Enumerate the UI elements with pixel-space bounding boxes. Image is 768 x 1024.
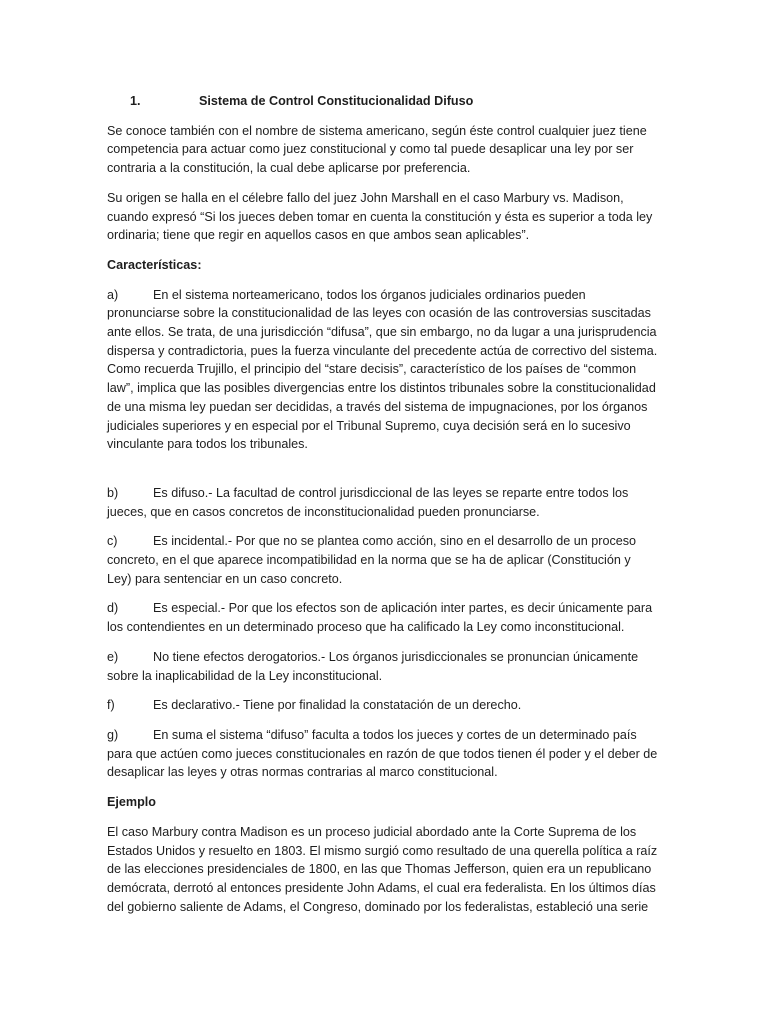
list-item-text: Es incidental.- Por que no se plantea como acción, sino en el desarrollo de un proceso concreto, en el que aparece incompatibilidad en la norma que se ha de aplicar (Constitución y Ley) para sentenciar en un caso concreto. — [107, 534, 637, 586]
list-item — [107, 599, 658, 636]
list-marker: d) — [107, 601, 119, 616]
list-item-text: No tiene efectos derogatorios.- Los órganos jurisdiccionales se pronuncian únicamente sobre la inaplicabilidad de la Ley inconstitucional. — [107, 649, 639, 683]
characteristics-heading: Características: — [107, 257, 202, 272]
list-item-text: Es especial.- Por que los efectos son de aplicación inter partes, es decir únicamente para los contendientes en un determinado proceso que ha calificado la Ley como inconstitucional. — [107, 601, 653, 635]
list-item-text: Es difuso.- La facultad de control jurisdiccional de las leyes se reparte entre todos los jueces, que en casos concretos de inconstitucionalidad pueden pronunciarse. — [107, 485, 629, 519]
list-item — [107, 532, 658, 588]
list-item — [107, 726, 658, 782]
intro-paragraph: Se conoce también con el nombre de sistema americano, según éste control cualquier juez tiene competencia para actuar como juez constitucional y como tal puede desaplicar una ley por ser contraria a la constitución, la cual debe aplicarse por preferencia. — [107, 123, 647, 176]
list-item — [107, 648, 658, 685]
list-item — [107, 484, 658, 521]
list-marker: c) — [107, 534, 118, 549]
section-title: Sistema de Control Constitucionalidad Difuso — [199, 94, 474, 108]
list-marker: f) — [107, 698, 115, 713]
list-item-text: En suma el sistema “difuso” faculta a todos los jueces y cortes de un determinado país para que actúen como jueces constitucionales en razón de que todos tienen él poder y el deber de desaplicar las leyes y otras normas contrarias al marco constitucional. — [107, 727, 658, 780]
list-item-text: En el sistema norteamericano, todos los órganos judiciales ordinarios pueden pronunciarse sobre la constitucionalidad de las leyes con ocasión de las controversias suscitadas ante ellos. Se trata, de una jurisdicción “difusa”, que sin embargo, no da lugar a una jurisprudencia dispersa y contradictoria, pues la fuerza vinculante del precedente actúa de correctivo del sistema. Como recuerda Trujillo, el principio del “stare decisis”, característico de los países de “common law”, implica que las posibles divergencias entre los distintos tribunales sobre la constitucionalidad de una misma ley puedan ser decididas, a través del sistema de impugnaciones, por los órganos judiciales superiores y en especial por el Tribunal Supremo, cuya decisión será en lo sucesivo vinculante para todos los tribunales. — [107, 287, 658, 452]
intro-paragraph: Su origen se halla en el célebre fallo del juez John Marshall en el caso Marbury vs. Madison, cuando expresó “Si los jueces deben tomar en cuenta la constitución y ésta es superior a toda ley ordinaria; tiene que regir en aquellos casos en que ambos sean aplicables”. — [107, 190, 653, 243]
list-item — [107, 286, 658, 454]
list-marker: a) — [107, 287, 119, 302]
section-heading — [107, 92, 658, 111]
example-heading: Ejemplo — [107, 795, 156, 810]
list-marker: e) — [107, 649, 119, 664]
example-paragraph: El caso Marbury contra Madison es un proceso judicial abordado ante la Corte Suprema de los Estados Unidos y resuelto en 1803. El mismo surgió como resultado de una querella política a raíz de las elecciones presidenciales de 1800, en las que Thomas Jefferson, quien era un republicano demócrata, derrotó al entonces presidente John Adams, el cual era federalista. En los últimos días del gobierno saliente de Adams, el Congreso, dominado por los federalistas, estableció una serie — [107, 824, 658, 914]
list-marker: g) — [107, 727, 119, 742]
list-item-text: Es declarativo.- Tiene por finalidad la constatación de un derecho. — [153, 698, 522, 713]
list-item — [107, 696, 658, 715]
blank-line — [107, 465, 658, 484]
list-marker: b) — [107, 485, 119, 500]
section-number: 1. — [130, 94, 141, 108]
